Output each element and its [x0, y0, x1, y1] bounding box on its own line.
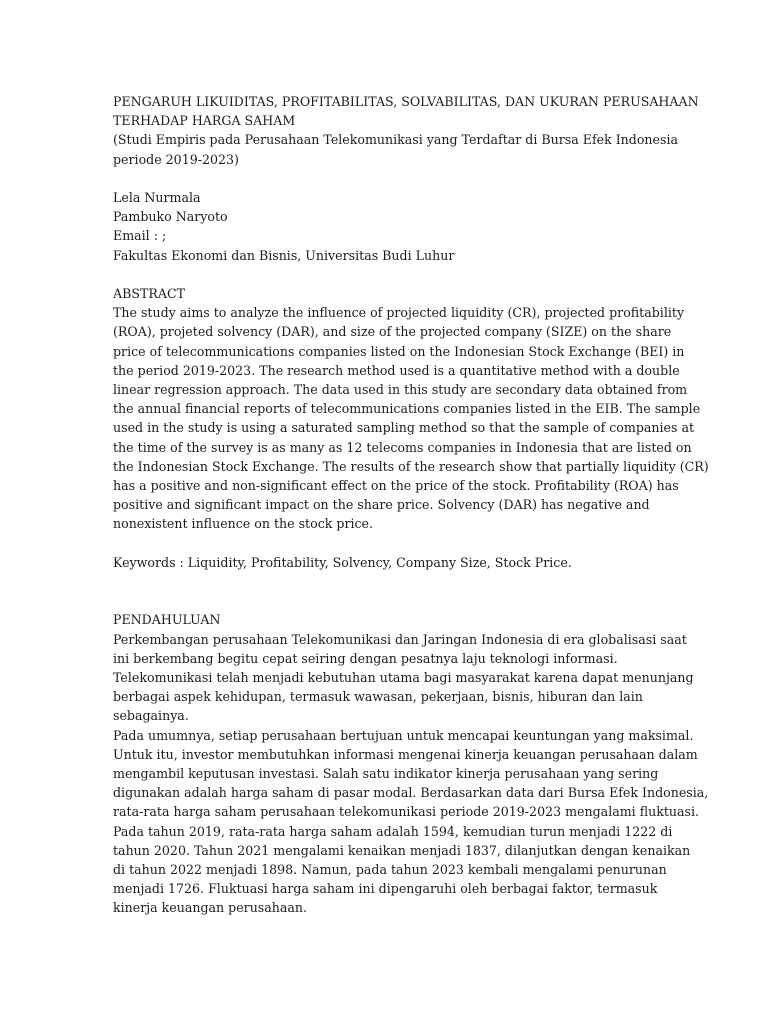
abstract-line: positive and significant impact on the share price. Solvency (DAR) has negative and [113, 497, 650, 513]
abstract-line: linear regression approach. The data used in this study are secondary data obtained from [113, 382, 688, 398]
body-line: kinerja keuangan perusahaan. [113, 900, 308, 916]
title-line: TERHADAP HARGA SAHAM [113, 113, 296, 129]
abstract-section [113, 284, 709, 534]
abstract-line: price of telecommunications companies listed on the Indonesian Stock Exchange (BEI) in [113, 343, 685, 359]
body-line: sebagainya. [113, 708, 189, 724]
document-page [113, 92, 709, 918]
subtitle-line: (Studi Empiris pada Perusahaan Telekomunikasi yang Terdaftar di Bursa Efek Indonesia [113, 132, 678, 148]
body-line: tahun 2020. Tahun 2021 mengalami kenaikan menjadi 1837, dilanjutkan dengan kenaikan [113, 842, 691, 858]
title-line: PENGARUH LIKUIDITAS, PROFITABILITAS, SOLVABILITAS, DAN UKURAN PERUSAHAAN [113, 94, 699, 109]
keywords: Keywords : Liquidity, Profitability, Solvency, Company Size, Stock Price. [113, 554, 572, 570]
author-affiliation: Fakultas Ekonomi dan Bisnis, Universitas Budi Luhur [113, 247, 455, 263]
introduction-section [113, 610, 709, 917]
abstract-line: (ROA), projeted solvency (DAR), and size of the projected company (SIZE) on the share [113, 324, 672, 340]
body-line: Untuk itu, investor membutuhkan informasi mengenai kinerja keuangan perusahaan dalam [113, 746, 698, 762]
abstract-heading: ABSTRACT [113, 286, 185, 301]
abstract-line: nonexistent influence on the stock price. [113, 516, 373, 532]
author-email: Email : ; [113, 228, 167, 244]
abstract-line: used in the study is using a saturated sampling method so that the sample of companies at [113, 420, 695, 436]
body-line: Pada umumnya, setiap perusahaan bertujuan untuk mencapai keuntungan yang maksimal. [113, 727, 694, 743]
abstract-line: the time of the survey is as many as 12 telecoms companies in Indonesia that are listed on [113, 439, 692, 455]
abstract-line: The study aims to analyze the influence of projected liquidity (CR), projected profitability [113, 305, 685, 321]
abstract-line: the Indonesian Stock Exchange. The results of the research show that partially liquidity (CR) [113, 458, 709, 474]
body-line: mengambil keputusan investasi. Salah satu indikator kinerja perusahaan yang sering [113, 766, 659, 782]
body-line: rata-rata harga saham perusahaan telekomunikasi periode 2019-2023 mengalami fluktuasi. [113, 804, 700, 820]
introduction-heading: PENDAHULUAN [113, 612, 221, 628]
body-line: ini berkembang begitu cepat seiring dengan pesatnya laju teknologi informasi. [113, 650, 618, 666]
body-line: berbagai aspek kehidupan, termasuk wawasan, pekerjaan, bisnis, hiburan dan lain [113, 689, 643, 705]
body-line: digunakan adalah harga saham di pasar modal. Berdasarkan data dari Bursa Efek Indonesia, [113, 785, 709, 801]
paper-title [113, 92, 699, 169]
abstract-line: the annual financial reports of telecommunications companies listed in the EIB. The sample [113, 401, 701, 417]
abstract-line: has a positive and non-significant effect on the price of the stock. Profitability (ROA) has [113, 478, 679, 494]
author-block [113, 188, 673, 265]
body-line: Telekomunikasi telah menjadi kebutuhan utama bagi masyarakat karena dapat menunjang [113, 670, 694, 686]
body-line: di tahun 2022 menjadi 1898. Namun, pada tahun 2023 kembali mengalami penurunan [113, 862, 667, 878]
author-name: Pambuko Naryoto [113, 209, 228, 225]
abstract-line: the period 2019-2023. The research method used is a quantitative method with a double [113, 362, 680, 378]
body-line: Pada tahun 2019, rata-rata harga saham adalah 1594, kemudian turun menjadi 1222 di [113, 823, 673, 839]
body-line: Perkembangan perusahaan Telekomunikasi dan Jaringan Indonesia di era globalisasi saat [113, 631, 687, 647]
body-line: menjadi 1726. Fluktuasi harga saham ini dipengaruhi oleh berbagai faktor, termasuk [113, 881, 658, 897]
subtitle-line: periode 2019-2023) [113, 151, 239, 167]
author-name: Lela Nurmala [113, 190, 201, 205]
